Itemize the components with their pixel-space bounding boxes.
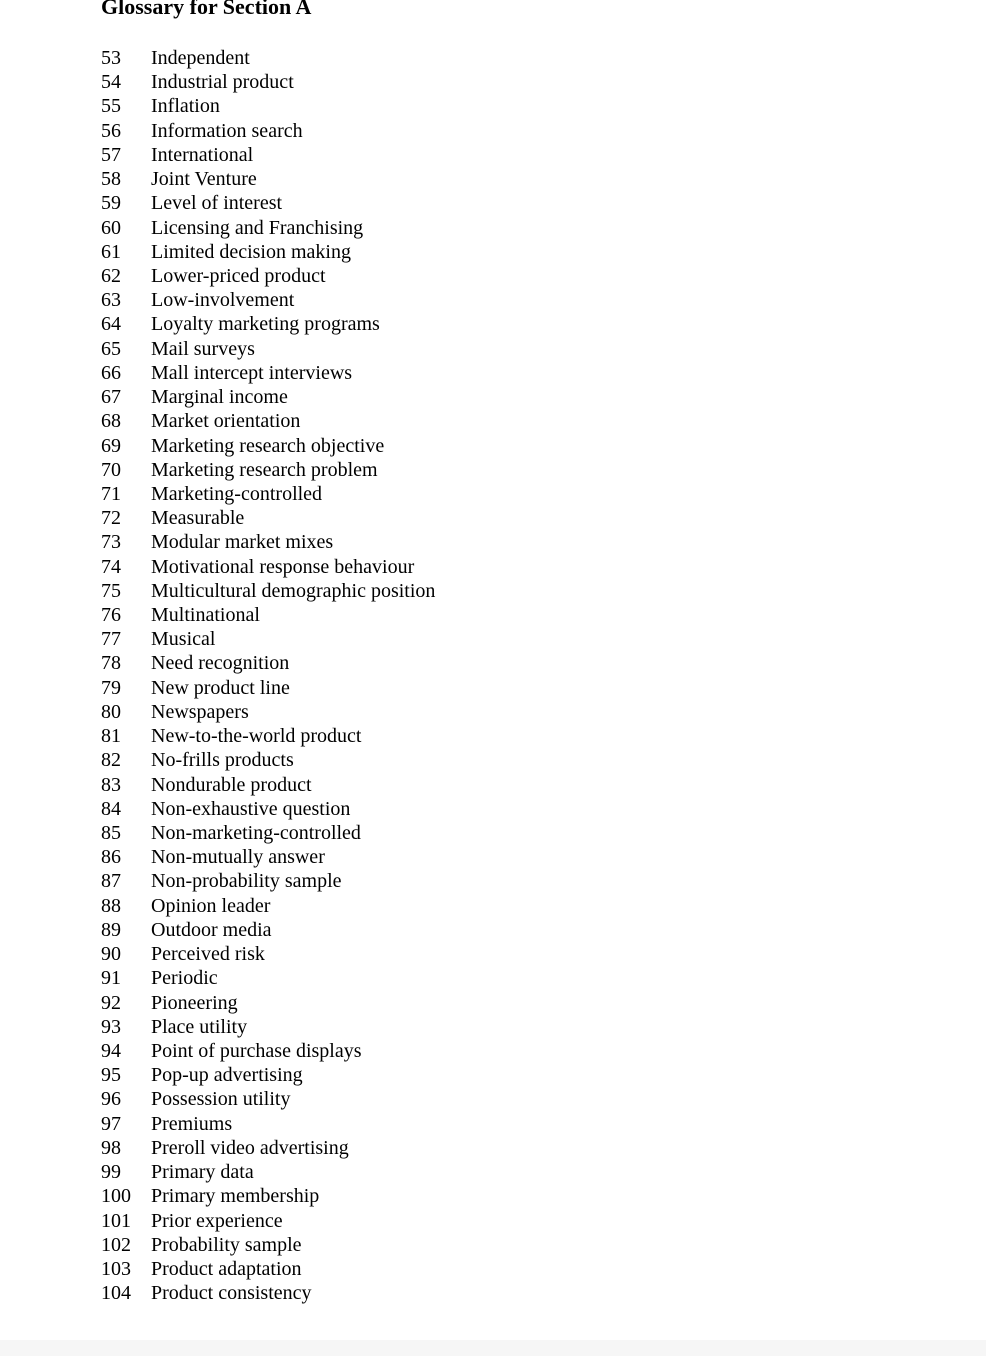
glossary-entry <box>101 143 435 167</box>
entry-term: Market orientation <box>151 410 301 433</box>
entry-term: Modular market mixes <box>151 531 334 554</box>
entry-term: Product consistency <box>151 1282 312 1305</box>
entry-number: 83 <box>101 773 121 796</box>
entry-term: Inflation <box>151 95 220 118</box>
entry-term: Measurable <box>151 507 245 530</box>
glossary-entry <box>101 94 435 118</box>
entry-number: 74 <box>101 555 121 578</box>
entry-number: 57 <box>101 143 121 166</box>
entry-number: 92 <box>101 991 121 1014</box>
entry-number: 61 <box>101 240 121 263</box>
glossary-entry <box>101 676 435 700</box>
entry-number: 80 <box>101 700 121 723</box>
glossary-entry <box>101 555 435 579</box>
entry-term: Non-probability sample <box>151 870 342 893</box>
entry-number: 60 <box>101 216 121 239</box>
glossary-entry <box>101 748 435 772</box>
entry-term: Pioneering <box>151 991 238 1014</box>
entry-term: Multinational <box>151 604 260 627</box>
entry-number: 86 <box>101 846 121 869</box>
entry-number: 71 <box>101 482 121 505</box>
entry-number: 65 <box>101 337 121 360</box>
entry-number: 56 <box>101 119 121 142</box>
entry-term: Information search <box>151 119 303 142</box>
entry-term: Probability sample <box>151 1233 302 1256</box>
entry-number: 79 <box>101 676 121 699</box>
glossary-entry <box>101 434 435 458</box>
entry-number: 85 <box>101 822 121 844</box>
glossary-entry <box>101 361 435 385</box>
entry-number: 73 <box>101 531 121 554</box>
entry-number: 95 <box>101 1064 121 1087</box>
entry-number: 101 <box>101 1209 131 1232</box>
entry-term: Prior experience <box>151 1209 283 1232</box>
glossary-entry <box>101 651 435 675</box>
glossary-entry <box>101 191 435 215</box>
entry-term: Marketing research objective <box>151 434 385 457</box>
glossary-entry <box>101 821 435 845</box>
entry-number: 84 <box>101 797 121 820</box>
entry-number: 69 <box>101 434 121 457</box>
entry-number: 81 <box>101 725 121 748</box>
glossary-entry <box>101 264 435 288</box>
entry-number: 64 <box>101 313 121 336</box>
entry-number: 82 <box>101 749 121 772</box>
glossary-entry <box>101 1112 435 1136</box>
glossary-entry <box>101 894 435 918</box>
entry-number: 103 <box>101 1257 131 1280</box>
entry-term: Perceived risk <box>151 943 265 966</box>
glossary-entry <box>101 1281 435 1305</box>
glossary-list <box>101 46 435 1305</box>
entry-number: 87 <box>101 870 121 893</box>
entry-number: 98 <box>101 1136 121 1159</box>
glossary-entry <box>101 506 435 530</box>
glossary-entry <box>101 1184 435 1208</box>
glossary-entry <box>101 1209 435 1233</box>
glossary-entry <box>101 1233 435 1257</box>
entry-number: 77 <box>101 628 121 651</box>
glossary-entry <box>101 869 435 893</box>
glossary-entry <box>101 1136 435 1160</box>
glossary-entry <box>101 773 435 797</box>
entry-term: Joint Venture <box>151 168 257 191</box>
glossary-entry <box>101 530 435 554</box>
entry-number: 67 <box>101 386 121 409</box>
entry-number: 70 <box>101 458 121 481</box>
glossary-entry <box>101 627 435 651</box>
glossary-entry <box>101 312 435 336</box>
entry-term: Possession utility <box>151 1088 291 1111</box>
entry-number: 72 <box>101 507 121 530</box>
glossary-entry <box>101 991 435 1015</box>
entry-number: 93 <box>101 1015 121 1038</box>
entry-term: Pop-up advertising <box>151 1064 303 1087</box>
entry-term: Place utility <box>151 1015 248 1038</box>
glossary-entry <box>101 700 435 724</box>
entry-term: Loyalty marketing programs <box>151 313 380 336</box>
entry-number: 97 <box>101 1112 121 1135</box>
entry-term: Lower-priced product <box>151 264 326 287</box>
glossary-entry <box>101 579 435 603</box>
entry-term: No-frills products <box>151 749 294 772</box>
entry-term: Periodic <box>151 967 218 990</box>
glossary-entry <box>101 918 435 942</box>
page-bottom-edge <box>0 1340 986 1356</box>
entry-number: 88 <box>101 894 121 917</box>
entry-number: 66 <box>101 361 121 384</box>
entry-term: Independent <box>151 47 250 69</box>
entry-number: 90 <box>101 943 121 966</box>
glossary-entry <box>101 385 435 409</box>
entry-number: 78 <box>101 652 121 675</box>
glossary-entry <box>101 603 435 627</box>
entry-term: Limited decision making <box>151 240 351 263</box>
entry-number: 96 <box>101 1088 121 1111</box>
entry-number: 58 <box>101 168 121 191</box>
entry-number: 54 <box>101 71 121 94</box>
glossary-entry <box>101 724 435 748</box>
entry-term: Nondurable product <box>151 773 312 796</box>
entry-number: 68 <box>101 410 121 433</box>
entry-term: Marginal income <box>151 386 288 409</box>
entry-number: 104 <box>101 1282 131 1305</box>
glossary-entry <box>101 458 435 482</box>
glossary-entry <box>101 845 435 869</box>
entry-term: Non-marketing-controlled <box>151 822 361 844</box>
page-title: Glossary for Section A <box>101 0 312 19</box>
glossary-entry <box>101 966 435 990</box>
entry-term: Need recognition <box>151 652 290 675</box>
entry-term: Marketing research problem <box>151 458 378 481</box>
entry-term: Preroll video advertising <box>151 1136 349 1159</box>
entry-term: Point of purchase displays <box>151 1039 362 1062</box>
entry-term: Multicultural demographic position <box>151 579 436 602</box>
glossary-entry <box>101 216 435 240</box>
entry-term: Licensing and Franchising <box>151 216 364 239</box>
glossary-entry <box>101 167 435 191</box>
entry-term: Premiums <box>151 1112 233 1135</box>
entry-term: Industrial product <box>151 71 294 94</box>
entry-term: Motivational response behaviour <box>151 555 415 578</box>
entry-term: New product line <box>151 676 290 699</box>
entry-number: 91 <box>101 967 121 990</box>
entry-number: 53 <box>101 47 121 69</box>
entry-term: Marketing-controlled <box>151 482 323 505</box>
entry-term: Musical <box>151 628 216 651</box>
entry-term: Primary membership <box>151 1185 320 1208</box>
glossary-entry <box>101 409 435 433</box>
entry-term: International <box>151 143 254 166</box>
glossary-entry <box>101 240 435 264</box>
entry-term: Non-mutually answer <box>151 846 325 869</box>
glossary-entry <box>101 337 435 361</box>
glossary-entry <box>101 797 435 821</box>
entry-term: Level of interest <box>151 192 283 215</box>
entry-number: 100 <box>101 1185 131 1208</box>
glossary-entry <box>101 1160 435 1184</box>
entry-number: 62 <box>101 264 121 287</box>
entry-number: 55 <box>101 95 121 118</box>
glossary-entry <box>101 942 435 966</box>
entry-number: 63 <box>101 289 121 312</box>
glossary-entry <box>101 70 435 94</box>
entry-number: 94 <box>101 1039 121 1062</box>
entry-number: 99 <box>101 1161 121 1184</box>
entry-term: Opinion leader <box>151 894 271 917</box>
glossary-entry <box>101 119 435 143</box>
glossary-entry <box>101 46 435 70</box>
glossary-entry <box>101 288 435 312</box>
entry-term: Newspapers <box>151 700 249 723</box>
entry-term: Mall intercept interviews <box>151 361 353 384</box>
entry-term: Non-exhaustive question <box>151 797 351 820</box>
entry-term: Primary data <box>151 1161 254 1184</box>
entry-number: 102 <box>101 1233 131 1256</box>
entry-number: 75 <box>101 579 121 602</box>
entry-number: 89 <box>101 918 121 941</box>
entry-number: 59 <box>101 192 121 215</box>
glossary-entry <box>101 482 435 506</box>
entry-number: 76 <box>101 604 121 627</box>
entry-term: Mail surveys <box>151 337 255 360</box>
entry-term: Outdoor media <box>151 918 272 941</box>
entry-term: New-to-the-world product <box>151 725 362 748</box>
entry-term: Low-involvement <box>151 289 295 312</box>
glossary-entry <box>101 1087 435 1111</box>
glossary-entry <box>101 1257 435 1281</box>
entry-term: Product adaptation <box>151 1257 302 1280</box>
glossary-entry <box>101 1039 435 1063</box>
glossary-entry <box>101 1063 435 1087</box>
glossary-entry <box>101 1015 435 1039</box>
